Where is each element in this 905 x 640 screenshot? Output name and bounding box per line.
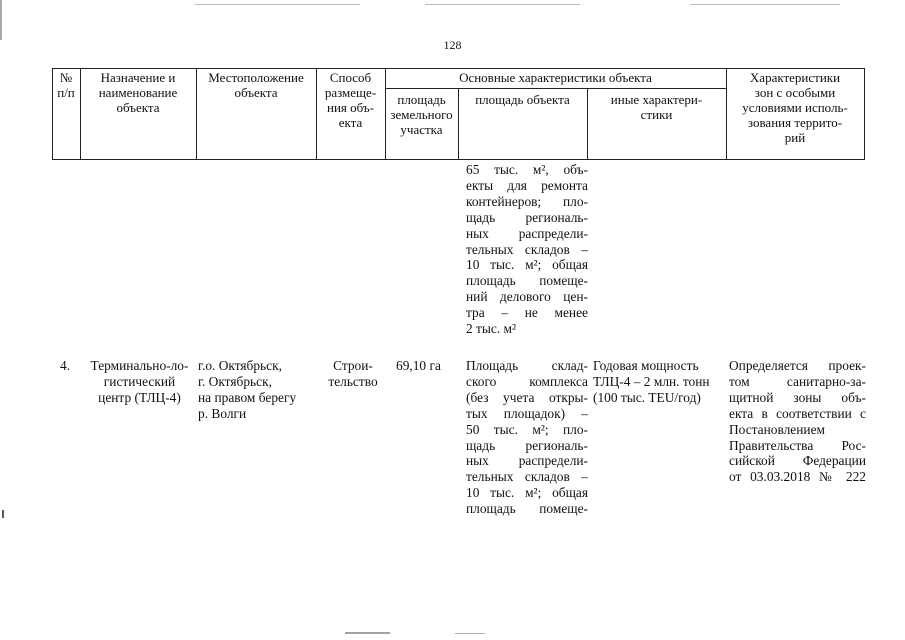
header-num xyxy=(52,69,80,101)
header-text: размеще- xyxy=(324,85,377,100)
text-line: Правительства Рос- xyxy=(729,437,866,453)
text-line: ний делового цен- xyxy=(466,289,588,305)
header-text: № xyxy=(59,70,73,85)
text-line: Постановлением xyxy=(729,421,825,437)
text-line: 10 тыс. м²; общая xyxy=(466,257,588,273)
text-line: на правом берегу xyxy=(198,389,297,405)
text-line: контейнеров; пло- xyxy=(466,193,588,209)
header-text: ния объ- xyxy=(327,100,374,115)
text-line: 2 тыс. м² xyxy=(466,321,517,337)
row-number: 4. xyxy=(60,358,71,373)
text-line: тельных складов – xyxy=(466,469,588,485)
header-text: площадь xyxy=(397,92,446,107)
text-line: г. Октябрьск, xyxy=(198,373,272,389)
text-line: щитной зоны объ- xyxy=(729,389,866,405)
header-text: наименование xyxy=(98,85,178,100)
group-divider xyxy=(385,88,726,89)
text-line: Строи- xyxy=(333,358,373,373)
scan-top-line xyxy=(195,4,360,5)
text-line: тых площадок) – xyxy=(466,405,588,421)
header-location xyxy=(196,69,316,101)
text-line: щадь региональ- xyxy=(466,209,588,225)
header-object-area: площадь объекта xyxy=(475,92,570,107)
text-line: 10 тыс. м²; общая xyxy=(466,485,588,501)
text-line: площадь помеще- xyxy=(466,273,588,289)
text-line: 50 тыс. м²; пло- xyxy=(466,421,588,437)
text-line: том санитарно-за- xyxy=(729,373,866,389)
text-line: тельных складов – xyxy=(466,241,588,257)
text-line: тра – не менее xyxy=(466,305,588,321)
header-main-group: Основные характеристики объекта xyxy=(459,70,652,85)
scan-speck xyxy=(2,510,4,518)
row-land-area: 69,10 га xyxy=(396,358,441,373)
row-method xyxy=(318,358,388,390)
text-line: Годовая мощность xyxy=(593,358,699,373)
scan-top-line xyxy=(425,4,580,5)
row-location xyxy=(198,358,322,422)
header-text: п/п xyxy=(57,85,75,100)
header-method xyxy=(316,69,385,131)
text-line: 65 тыс. м², объ- xyxy=(466,162,588,177)
page-number: 128 xyxy=(443,38,462,52)
header-text: зования террито- xyxy=(747,115,843,130)
row-other xyxy=(593,358,727,406)
text-line: от 03.03.2018 № 222 xyxy=(729,469,866,485)
header-text: земельного xyxy=(390,107,453,122)
text-line: центр (ТЛЦ-4) xyxy=(98,389,181,405)
text-line: ского комплекса xyxy=(466,373,588,389)
text-line: Площадь склад- xyxy=(466,358,588,373)
row-purpose xyxy=(82,358,197,406)
scan-bottom-mark xyxy=(455,633,485,634)
text-line: (100 тыс. TEU/год) xyxy=(593,389,701,405)
text-line: ных распредели- xyxy=(466,225,588,241)
header-purpose xyxy=(80,69,196,116)
header-text: Назначение и xyxy=(100,70,176,85)
scan-edge-mark xyxy=(0,0,2,40)
header-zones xyxy=(726,69,864,146)
header-land-area xyxy=(385,91,458,138)
text-line: екта в соответствии с xyxy=(729,405,866,421)
header-text: стики xyxy=(640,107,673,122)
header-other xyxy=(587,91,726,123)
text-line: ных распредели- xyxy=(466,453,588,469)
col-divider xyxy=(864,68,865,160)
table-header xyxy=(52,68,865,160)
text-line: сийской Федерации xyxy=(729,453,866,469)
header-text: екта xyxy=(338,115,363,130)
header-text: участка xyxy=(400,122,443,137)
header-text: условиями исполь- xyxy=(742,100,848,115)
text-line: екты для ремонта xyxy=(466,177,588,193)
header-text: иные характери- xyxy=(610,92,703,107)
scan-bottom-mark xyxy=(345,632,390,634)
header-text: объекта xyxy=(116,100,160,115)
header-text: Способ xyxy=(329,70,372,85)
text-line: гистический xyxy=(103,373,176,389)
header-text: Местоположение xyxy=(208,70,304,85)
text-line: ТЛЦ-4 – 2 млн. тонн xyxy=(593,373,710,389)
row-zones xyxy=(729,358,866,485)
row-object-area xyxy=(466,358,588,517)
text-line: площадь помеще- xyxy=(466,501,588,517)
header-text: Характеристики xyxy=(749,70,841,85)
text-line: тельство xyxy=(328,373,378,389)
text-line: Определяется проек- xyxy=(729,358,866,373)
text-line: (без учета откры- xyxy=(466,389,588,405)
continuation-object-area xyxy=(466,162,588,337)
header-text: рий xyxy=(784,130,806,145)
text-line: г.о. Октябрьск, xyxy=(198,358,282,373)
text-line: щадь региональ- xyxy=(466,437,588,453)
text-line: р. Волги xyxy=(198,405,247,421)
scan-top-line xyxy=(690,4,840,5)
header-text: объекта xyxy=(234,85,278,100)
header-text: зон с особыми xyxy=(754,85,836,100)
text-line: Терминально-ло- xyxy=(90,358,189,373)
